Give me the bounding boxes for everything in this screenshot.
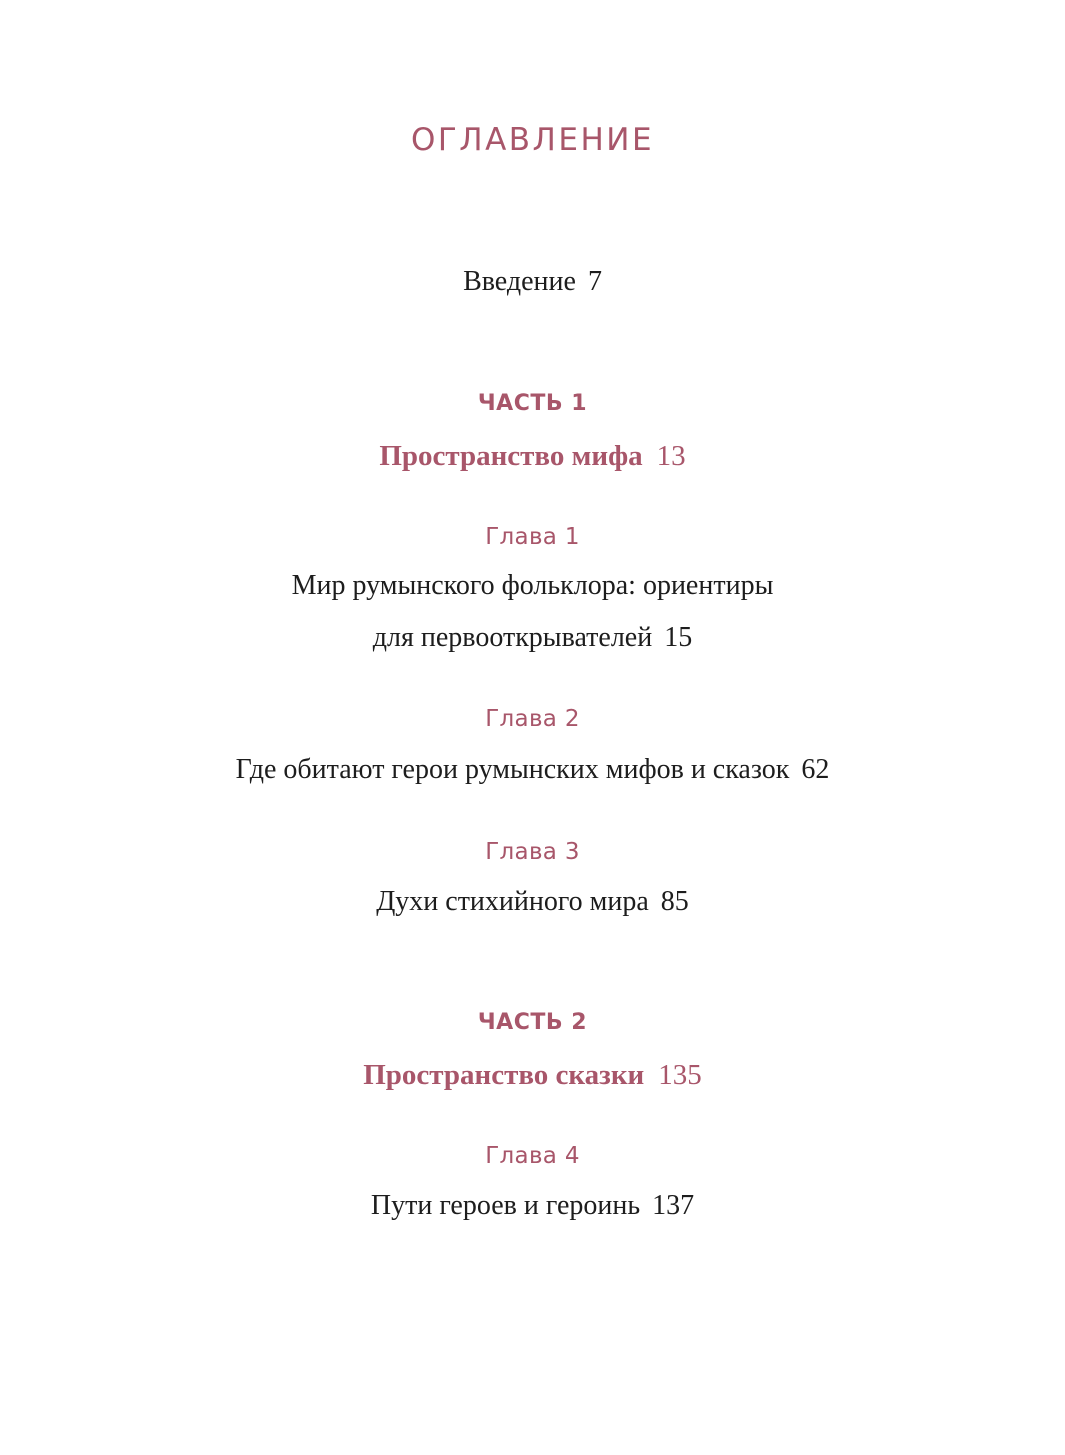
chapter-4-title: Пути героев и героинь	[370, 1190, 641, 1221]
chapter-1-title-line-2: для первооткрывателей	[372, 622, 653, 653]
entry-page-number: 7	[587, 266, 602, 297]
chapter-2-title: Где обитают герои румынских мифов и сказок	[235, 754, 790, 785]
chapter-1-title-line-1: Мир румынского фольклора: ориентиры	[291, 570, 774, 601]
chapter-1-page-number: 15	[664, 622, 693, 653]
part-2-page-number: 135	[658, 1059, 702, 1091]
chapter-4-label: Глава 4	[485, 1143, 580, 1169]
part-1-page-number: 13	[656, 440, 686, 472]
part-2-label: ЧАСТЬ 2	[477, 1010, 588, 1035]
page-title: ОГЛАВЛЕНИЕ	[410, 122, 655, 158]
chapter-3-title: Духи стихийного мира	[376, 886, 649, 917]
toc-entry-chapter-3[interactable]	[0, 886, 1065, 918]
toc-entry-introduction[interactable]	[0, 266, 1065, 298]
chapter-4-page-number: 137	[652, 1190, 695, 1221]
chapter-3-page-number: 85	[660, 886, 689, 917]
part-1-label: ЧАСТЬ 1	[477, 391, 588, 416]
toc-entry-chapter-1-line-2[interactable]	[0, 622, 1065, 654]
toc-entry-chapter-4[interactable]	[0, 1190, 1065, 1222]
chapter-1-label: Глава 1	[485, 524, 580, 550]
chapter-2-label: Глава 2	[485, 706, 580, 732]
toc-entry-part-2[interactable]	[0, 1059, 1065, 1092]
part-2-title: Пространство сказки	[363, 1059, 645, 1091]
toc-entry-part-1[interactable]	[0, 440, 1065, 473]
chapter-2-page-number: 62	[801, 754, 830, 785]
entry-title: Введение	[463, 266, 576, 297]
chapter-3-label: Глава 3	[485, 839, 580, 865]
part-1-title: Пространство мифа	[379, 440, 643, 472]
toc-entry-chapter-1-line-1[interactable]	[0, 570, 1065, 602]
toc-entry-chapter-2[interactable]	[0, 754, 1065, 786]
